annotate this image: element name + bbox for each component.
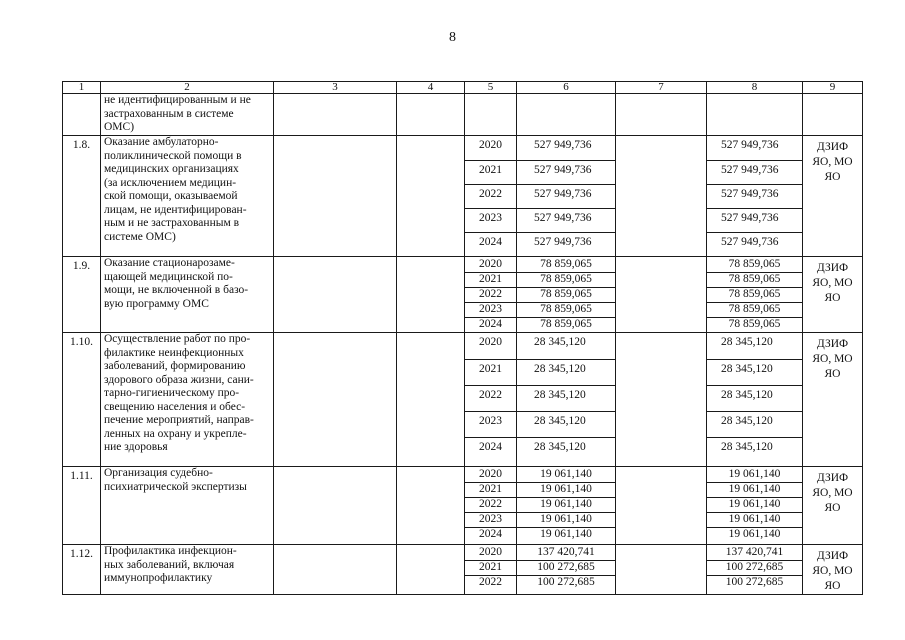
year-stack: [465, 467, 516, 542]
year-value: 2023: [465, 512, 516, 527]
year-value: 2024: [465, 527, 516, 542]
year-value: 2021: [465, 560, 516, 575]
year-value: 2021: [465, 160, 516, 184]
col3-cell: [274, 467, 397, 545]
col7-cell: [616, 333, 707, 467]
item-description: Оказание амбулаторно- поликлинической помощи в медицинских организациях (за исключением медицин- ской помощи, оказываемой лицам, не идентифицирован- ным и не застрахованным в системе ОМС): [101, 136, 274, 257]
amount-col6-value: 28 345,120: [534, 336, 586, 348]
continuation-col8: [707, 94, 803, 136]
year-value: 2021: [465, 359, 516, 385]
year-stack: [465, 136, 516, 256]
year-value: 2023: [465, 208, 516, 232]
amount-col8-value: 527 949,736: [721, 139, 779, 151]
table-row: [63, 467, 863, 545]
item-number: 1.11.: [63, 467, 101, 545]
amount-col6-value: 78 859,065: [517, 287, 615, 302]
executor-cell: ДЗИФ ЯО, МО ЯО: [803, 333, 863, 467]
year-value: 2022: [465, 575, 516, 590]
amount-col6-stack: [517, 467, 615, 542]
column-number-8: 8: [707, 82, 803, 94]
column-number-7: 7: [616, 82, 707, 94]
continuation-col6: [517, 94, 616, 136]
year-stack: [465, 333, 516, 463]
amount-col6-value: 28 345,120: [517, 359, 615, 385]
col4-cell: [397, 333, 465, 467]
amount-col6-value: 137 420,741: [537, 545, 595, 558]
amount-col6-stack: [517, 333, 615, 463]
executor-cell: ДЗИФ ЯО, МО ЯО: [803, 136, 863, 257]
amount-col8-value: 28 345,120: [707, 411, 802, 437]
amount-col6-stack: [517, 136, 615, 256]
item-number: 1.12.: [63, 545, 101, 595]
amount-col8-value: 19 061,140: [707, 497, 802, 512]
year-cell: [465, 136, 517, 257]
year-cell: [465, 467, 517, 545]
amount-col8-value: 78 859,065: [707, 302, 802, 317]
column-number-5: 5: [465, 82, 517, 94]
amount-col8-value: 28 345,120: [721, 336, 773, 348]
amount-col8-value: 19 061,140: [707, 527, 802, 542]
continuation-col3: [274, 94, 397, 136]
amount-col8-value: 137 420,741: [725, 545, 784, 558]
year-value: 2020: [479, 139, 502, 151]
amount-col8-cell: [707, 545, 803, 595]
amount-col8-value: 19 061,140: [707, 512, 802, 527]
amount-col6-cell: [517, 257, 616, 333]
year-value: 2021: [465, 482, 516, 497]
column-number-header-row: [63, 82, 863, 94]
executor-cell: ДЗИФ ЯО, МО ЯО: [803, 467, 863, 545]
amount-col8-cell: [707, 136, 803, 257]
amount-col8-value: 100 272,685: [707, 560, 802, 575]
continuation-col5: [465, 94, 517, 136]
col7-cell: [616, 545, 707, 595]
amount-col8-value: 527 949,736: [707, 160, 802, 184]
item-description: Профилактика инфекцион- ных заболеваний, включая иммунопрофилактику: [101, 545, 274, 595]
amount-col8-value: 527 949,736: [707, 232, 802, 256]
amount-col6-stack: [517, 545, 615, 590]
amount-col6-cell: [517, 545, 616, 595]
column-number-9: 9: [803, 82, 863, 94]
col4-cell: [397, 136, 465, 257]
amount-col6-cell: [517, 136, 616, 257]
executor-cell: ДЗИФ ЯО, МО ЯО: [803, 257, 863, 333]
item-number: 1.8.: [63, 136, 101, 257]
amount-col8-stack: [707, 545, 802, 590]
table-row: [63, 257, 863, 333]
continuation-text: не идентифицированным и не застрахованным в системе ОМС): [101, 94, 274, 136]
year-value: 2024: [465, 317, 516, 332]
amount-col6-value: 100 272,685: [517, 560, 615, 575]
amount-col6-value: 19 061,140: [517, 527, 615, 542]
executor-cell: ДЗИФ ЯО, МО ЯО: [803, 545, 863, 595]
page-number: 8: [449, 30, 456, 45]
amount-col6-cell: [517, 333, 616, 467]
amount-col6-value: 527 949,736: [534, 139, 592, 151]
table-row: [63, 545, 863, 595]
amount-col6-value: 527 949,736: [517, 160, 615, 184]
amount-col6-value: 28 345,120: [517, 411, 615, 437]
col3-cell: [274, 136, 397, 257]
continuation-num-cell: [63, 94, 101, 136]
item-description: Оказание стационарозаме- щающей медицинской по- мощи, не включенной в базо- вую программу ОМС: [101, 257, 274, 333]
item-description: Организация судебно- психиатрической экспертизы: [101, 467, 274, 545]
amount-col8-value: 28 345,120: [707, 359, 802, 385]
amount-col8-stack: [707, 257, 802, 332]
item-description: Осуществление работ по про- филактике неинфекционных заболеваний, формированию здорового образа жизни, сани- тарно-гигиеническому про- свещению населения и обес- печение мероприятий, направ- ленных на охрану и укрепле- ние здоровья: [101, 333, 274, 467]
col7-cell: [616, 257, 707, 333]
year-cell: [465, 545, 517, 595]
amount-col8-value: 19 061,140: [728, 467, 781, 480]
year-value: 2022: [465, 497, 516, 512]
amount-col8-cell: [707, 257, 803, 333]
amount-col8-cell: [707, 333, 803, 467]
amount-col8-stack: [707, 467, 802, 542]
table-row: [63, 136, 863, 257]
year-cell: [465, 333, 517, 467]
amount-col6-value: 527 949,736: [517, 184, 615, 208]
amount-col6-value: 78 859,065: [517, 272, 615, 287]
budget-table: [62, 81, 863, 595]
year-value: 2024: [465, 437, 516, 463]
amount-col6-value: 19 061,140: [517, 512, 615, 527]
amount-col8-stack: [707, 136, 802, 256]
col3-cell: [274, 545, 397, 595]
amount-col6-value: 19 061,140: [517, 482, 615, 497]
year-stack: [465, 545, 516, 590]
column-number-2: 2: [101, 82, 274, 94]
year-value: 2022: [465, 385, 516, 411]
year-value: 2020: [479, 545, 502, 558]
year-value: 2021: [465, 272, 516, 287]
column-number-1: 1: [63, 82, 101, 94]
amount-col8-value: 100 272,685: [707, 575, 802, 590]
continuation-col9: [803, 94, 863, 136]
continuation-col7: [616, 94, 707, 136]
year-cell: [465, 257, 517, 333]
amount-col6-stack: [517, 257, 615, 332]
amount-col6-value: 19 061,140: [517, 497, 615, 512]
item-number: 1.10.: [63, 333, 101, 467]
amount-col6-value: 100 272,685: [517, 575, 615, 590]
year-value: 2022: [465, 287, 516, 302]
amount-col6-cell: [517, 467, 616, 545]
year-value: 2022: [465, 184, 516, 208]
year-value: 2023: [465, 411, 516, 437]
col4-cell: [397, 257, 465, 333]
amount-col8-cell: [707, 467, 803, 545]
amount-col6-value: 19 061,140: [540, 467, 592, 480]
amount-col8-value: 78 859,065: [707, 287, 802, 302]
year-value: 2023: [465, 302, 516, 317]
col4-cell: [397, 467, 465, 545]
amount-col6-value: 78 859,065: [540, 257, 592, 270]
year-value: 2020: [479, 336, 502, 348]
column-number-6: 6: [517, 82, 616, 94]
amount-col8-stack: [707, 333, 802, 463]
item-number: 1.9.: [63, 257, 101, 333]
col4-cell: [397, 545, 465, 595]
continuation-row: [63, 94, 863, 136]
amount-col6-value: 28 345,120: [517, 437, 615, 463]
amount-col6-value: 78 859,065: [517, 317, 615, 332]
column-number-4: 4: [397, 82, 465, 94]
amount-col8-value: 527 949,736: [707, 184, 802, 208]
amount-col8-value: 527 949,736: [707, 208, 802, 232]
year-value: 2020: [479, 467, 502, 480]
amount-col8-value: 78 859,065: [728, 257, 781, 270]
amount-col6-value: 78 859,065: [517, 302, 615, 317]
amount-col6-value: 527 949,736: [517, 232, 615, 256]
col7-cell: [616, 467, 707, 545]
amount-col8-value: 78 859,065: [707, 272, 802, 287]
amount-col8-value: 78 859,065: [707, 317, 802, 332]
continuation-col4: [397, 94, 465, 136]
amount-col6-value: 527 949,736: [517, 208, 615, 232]
year-value: 2020: [479, 257, 502, 270]
amount-col8-value: 19 061,140: [707, 482, 802, 497]
year-stack: [465, 257, 516, 332]
col3-cell: [274, 333, 397, 467]
year-value: 2024: [465, 232, 516, 256]
column-number-3: 3: [274, 82, 397, 94]
amount-col6-value: 28 345,120: [517, 385, 615, 411]
amount-col8-value: 28 345,120: [707, 385, 802, 411]
col3-cell: [274, 257, 397, 333]
amount-col8-value: 28 345,120: [707, 437, 802, 463]
col7-cell: [616, 136, 707, 257]
table-row: [63, 333, 863, 467]
